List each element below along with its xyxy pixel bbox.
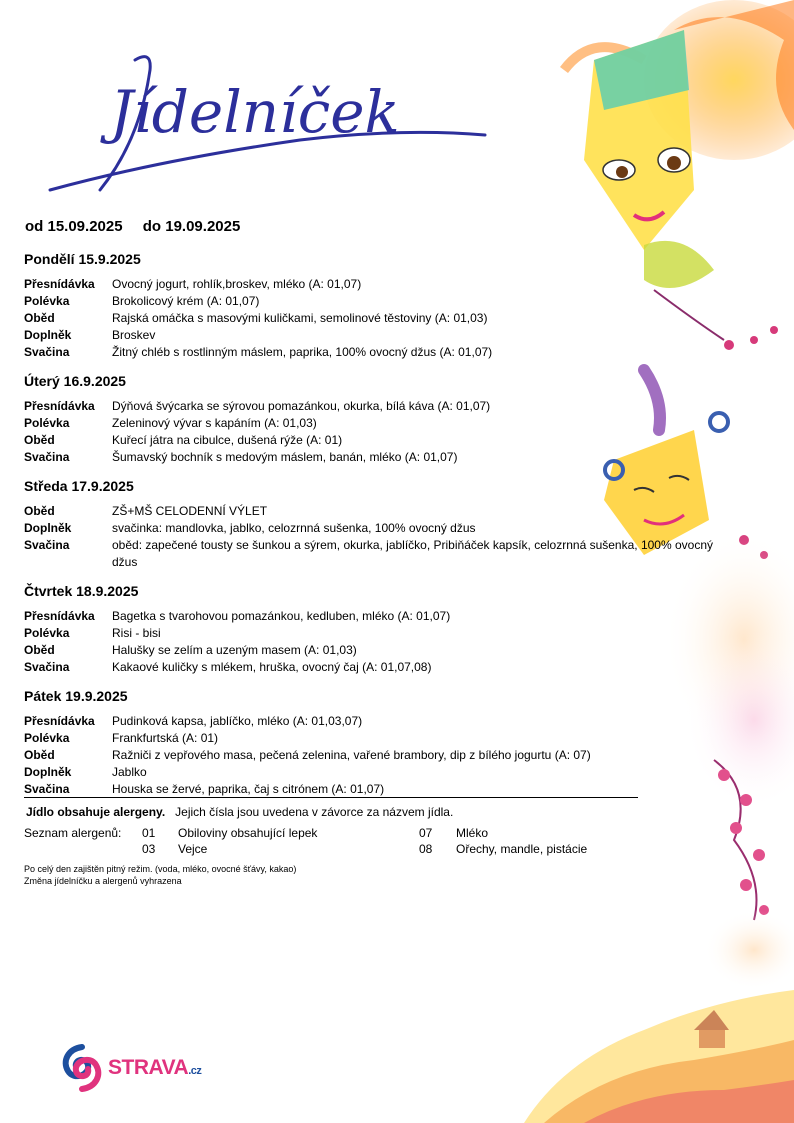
footer-notes — [24, 863, 296, 887]
meal-value: Brokolicový krém (A: 01,07) — [112, 294, 260, 308]
meal-row — [24, 449, 724, 466]
meal-label: Oběd — [24, 643, 55, 657]
meal-value: oběd: zapečené tousty se šunkou a sýrem, okurka, jablíčko, Pribiňáček kapsík, celozrnná sušenka, 100% ovocný džus — [112, 538, 713, 569]
meal-row — [24, 608, 724, 625]
meal-row — [24, 642, 724, 659]
meal-value: Frankfurtská (A: 01) — [112, 731, 219, 745]
meal-row — [24, 537, 724, 571]
meal-label: Polévka — [24, 731, 70, 745]
day-block — [24, 688, 724, 798]
day-block — [24, 251, 724, 361]
meal-value: Kuřecí játra na cibulce, dušená rýže (A: 01) — [112, 433, 343, 447]
meal-label: Oběd — [24, 433, 55, 447]
allergen-name: Obiloviny obsahující lepek — [178, 826, 318, 840]
meal-row — [24, 293, 724, 310]
meal-row — [24, 344, 724, 361]
strava-swirl-icon — [60, 1043, 104, 1093]
meal-value: Bagetka s tvarohovou pomazánkou, kedluben, mléko (A: 01,07) — [112, 609, 451, 623]
logo-suffix: .cz — [188, 1065, 202, 1077]
logo-text — [108, 1056, 201, 1080]
meal-value: Žitný chléb s rostlinným máslem, paprika, 100% ovocný džus (A: 01,07) — [112, 345, 493, 359]
title-script — [40, 40, 500, 210]
meal-label: Doplněk — [24, 521, 72, 535]
meal-label: Polévka — [24, 626, 70, 640]
meal-label: Svačina — [24, 345, 70, 359]
meal-value: Jablko — [112, 765, 147, 779]
meal-label: Přesnídávka — [24, 399, 95, 413]
allergen-code: 01 — [142, 826, 156, 840]
meal-row — [24, 781, 724, 798]
title-text: Jídelníček — [110, 78, 400, 146]
meal-row — [24, 503, 724, 520]
day-title: Středa 17.9.2025 — [24, 478, 134, 494]
menu-period — [25, 218, 256, 235]
meal-value: Ražniči z vepřového masa, pečená zelenina, vařené brambory, dip z bílého jogurtu (A: 07) — [112, 748, 591, 762]
meal-label: Doplněk — [24, 328, 72, 342]
meal-label: Svačina — [24, 450, 70, 464]
meal-value: Dýňová švýcarka se sýrovou pomazánkou, okurka, bílá káva (A: 01,07) — [112, 399, 491, 413]
meal-value: Rajská omáčka s masovými kuličkami, semolinové těstoviny (A: 01,03) — [112, 311, 488, 325]
meal-row — [24, 432, 724, 449]
meal-value: Ovocný jogurt, rohlík,broskev, mléko (A: 01,07) — [112, 277, 362, 291]
allergen-note-bold: Jídlo obsahuje alergeny. — [26, 805, 166, 819]
meal-label: Oběd — [24, 748, 55, 762]
meal-value: Kakaové kuličky s mlékem, hruška, ovocný čaj (A: 01,07,08) — [112, 660, 432, 674]
meal-label: Oběd — [24, 311, 55, 325]
meal-value: Risi - bisi — [112, 626, 161, 640]
meal-value: Zeleninový vývar s kapáním (A: 01,03) — [112, 416, 317, 430]
meal-row — [24, 747, 724, 764]
allergen-code: 03 — [142, 842, 156, 856]
allergen-name: Mléko — [456, 826, 489, 840]
meal-value: Broskev — [112, 328, 156, 342]
meal-value: svačinka: mandlovka, jablko, celozrnná sušenka, 100% ovocný džus — [112, 521, 476, 535]
meal-label: Svačina — [24, 660, 70, 674]
allergen-note-text: Jejich čísla jsou uvedena v závorce za názvem jídla. — [175, 805, 454, 819]
meal-row — [24, 276, 724, 293]
meal-label: Oběd — [24, 504, 55, 518]
day-block — [24, 583, 724, 676]
meal-row — [24, 520, 724, 537]
day-block — [24, 373, 724, 466]
period-from: od 15.09.2025 — [25, 218, 123, 235]
meal-row — [24, 398, 724, 415]
meal-label: Doplněk — [24, 765, 72, 779]
menu-days — [24, 251, 724, 810]
meal-row — [24, 415, 724, 432]
allergen-code: 08 — [419, 842, 433, 856]
meal-row — [24, 625, 724, 642]
day-title: Pátek 19.9.2025 — [24, 688, 128, 704]
footer-line: Změna jídelníčku a alergenů vyhrazena — [24, 876, 182, 886]
footer-line: Po celý den zajištěn pitný režim. (voda, mléko, ovocné šťávy, kakao) — [24, 864, 297, 874]
meal-value: ZŠ+MŠ CELODENNÍ VÝLET — [112, 504, 268, 518]
meal-row — [24, 327, 724, 344]
meal-label: Přesnídávka — [24, 277, 95, 291]
allergen-name: Vejce — [178, 842, 208, 856]
day-title: Úterý 16.9.2025 — [24, 373, 126, 389]
meal-label: Polévka — [24, 416, 70, 430]
logo-name: STRAVA — [108, 1056, 189, 1079]
day-block — [24, 478, 724, 571]
meal-row — [24, 659, 724, 676]
meal-row — [24, 310, 724, 327]
meal-row — [24, 730, 724, 747]
meal-value: Houska se žervé, paprika, čaj s citrónem (A: 01,07) — [112, 782, 385, 796]
meal-row — [24, 713, 724, 730]
day-title: Pondělí 15.9.2025 — [24, 251, 141, 267]
strava-logo — [60, 1043, 201, 1093]
meal-value: Halušky se zelím a uzeným masem (A: 01,03) — [112, 643, 357, 657]
meal-label: Svačina — [24, 782, 70, 796]
meal-row — [24, 764, 724, 781]
meal-label: Přesnídávka — [24, 714, 95, 728]
allergen-code: 07 — [419, 826, 433, 840]
divider — [24, 797, 638, 798]
allergen-list-label: Seznam alergenů: — [24, 826, 122, 840]
allergen-name: Ořechy, mandle, pistácie — [456, 842, 588, 856]
period-to: do 19.09.2025 — [142, 218, 241, 235]
meal-label: Polévka — [24, 294, 70, 308]
meal-value: Pudinková kapsa, jablíčko, mléko (A: 01,03,07) — [112, 714, 363, 728]
meal-label: Svačina — [24, 538, 70, 552]
allergen-note — [26, 805, 453, 819]
page-title — [40, 40, 500, 210]
meal-value: Šumavský bochník s medovým máslem, banán, mléko (A: 01,07) — [112, 450, 458, 464]
day-title: Čtvrtek 18.9.2025 — [24, 583, 139, 599]
meal-label: Přesnídávka — [24, 609, 95, 623]
